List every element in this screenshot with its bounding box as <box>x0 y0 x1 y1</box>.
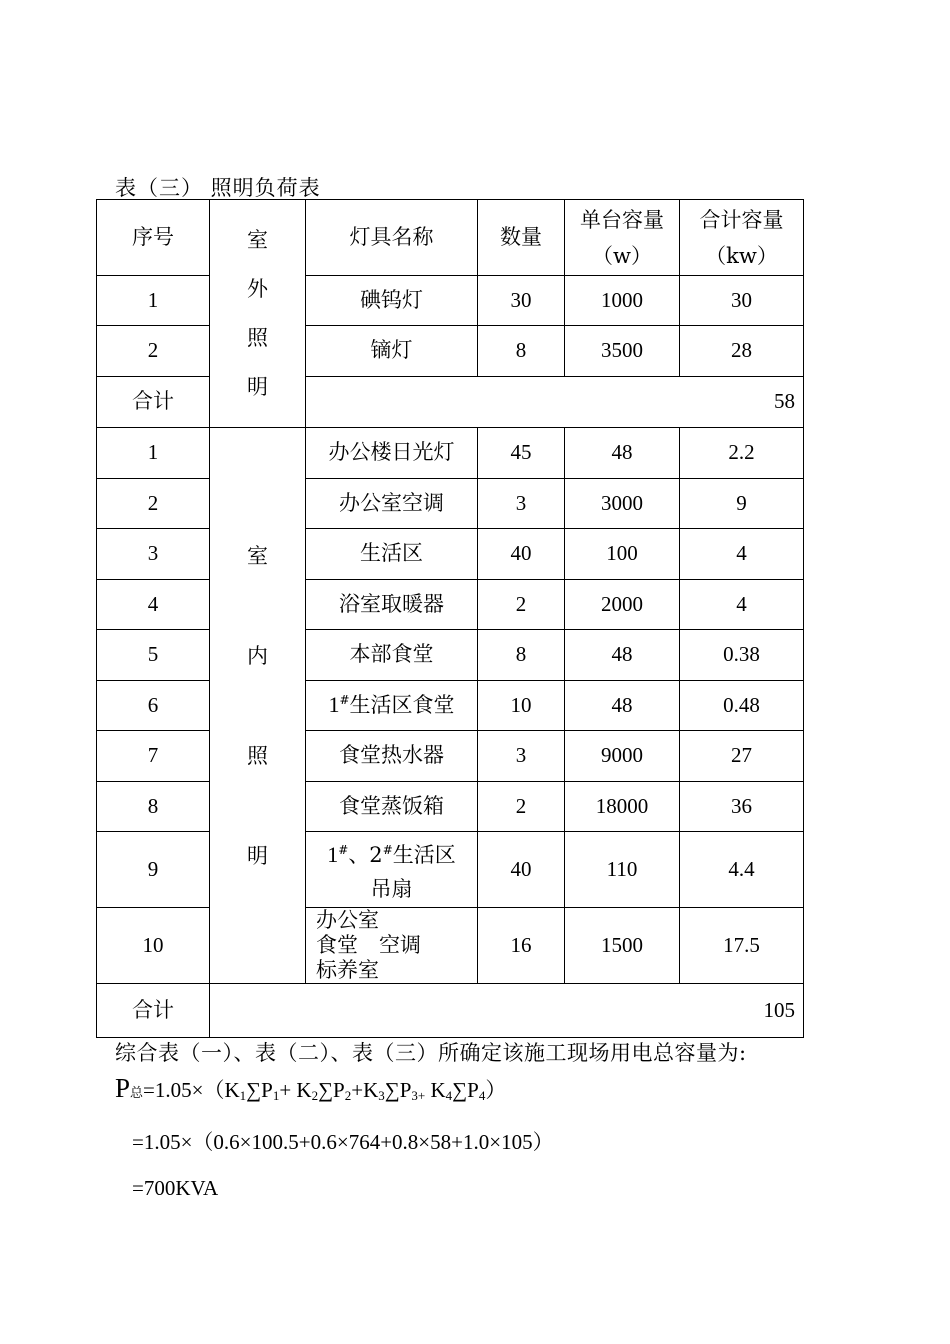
table-row <box>97 832 804 908</box>
row-seq: 1 <box>97 276 210 326</box>
total-label: 合计 <box>97 377 210 428</box>
row-total: 30 <box>680 276 804 326</box>
row-unit: 1000 <box>565 276 680 326</box>
row-unit: 18000 <box>565 782 680 832</box>
row-total: 4 <box>680 529 804 580</box>
indoor-total-row <box>97 984 804 1038</box>
row-name: 办公室 食堂 空调 标养室 <box>306 908 478 984</box>
row-qty: 16 <box>478 908 565 984</box>
indoor-lighting-label: 室 内 照 明 <box>210 428 306 984</box>
row-unit: 2000 <box>565 580 680 630</box>
outdoor-total-row <box>97 377 804 428</box>
row-seq: 2 <box>97 479 210 529</box>
row-total: 17.5 <box>680 908 804 984</box>
row-name: 办公室空调 <box>306 479 478 529</box>
table-row <box>97 326 804 377</box>
row-unit: 48 <box>565 428 680 479</box>
header-total-capacity: 合计容量 （kw） <box>680 200 804 276</box>
row-qty: 3 <box>478 479 565 529</box>
row-name: 1#、2#生活区 吊扇 <box>306 832 478 908</box>
row-unit: 9000 <box>565 731 680 782</box>
row-qty: 45 <box>478 428 565 479</box>
formula-line-2: =1.05×（0.6×100.5+0.6×764+0.8×58+1.0×105） <box>132 1130 554 1154</box>
table-row <box>97 428 804 479</box>
row-seq: 5 <box>97 630 210 681</box>
row-qty: 2 <box>478 782 565 832</box>
row-qty: 40 <box>478 529 565 580</box>
table-row <box>97 782 804 832</box>
row-unit: 48 <box>565 630 680 681</box>
row-unit: 110 <box>565 832 680 908</box>
row-name: 碘钨灯 <box>306 276 478 326</box>
row-qty: 8 <box>478 630 565 681</box>
lighting-load-table <box>96 199 804 1038</box>
row-seq: 10 <box>97 908 210 984</box>
table-header-row <box>97 200 804 276</box>
row-seq: 7 <box>97 731 210 782</box>
row-unit: 3500 <box>565 326 680 377</box>
row-seq: 8 <box>97 782 210 832</box>
row-name: 镝灯 <box>306 326 478 377</box>
table-row <box>97 908 804 984</box>
row-total: 2.2 <box>680 428 804 479</box>
header-unit-capacity: 单台容量 （w） <box>565 200 680 276</box>
row-total: 28 <box>680 326 804 377</box>
table-row <box>97 681 804 731</box>
row-total: 36 <box>680 782 804 832</box>
row-seq: 6 <box>97 681 210 731</box>
row-seq: 1 <box>97 428 210 479</box>
header-name: 灯具名称 <box>306 200 478 276</box>
row-name: 1#生活区食堂 <box>306 681 478 731</box>
row-unit: 3000 <box>565 479 680 529</box>
row-qty: 3 <box>478 731 565 782</box>
table-caption: 表（三） 照明负荷表 <box>115 176 321 200</box>
row-qty: 10 <box>478 681 565 731</box>
row-seq: 2 <box>97 326 210 377</box>
row-total: 4 <box>680 580 804 630</box>
row-unit: 48 <box>565 681 680 731</box>
table-row <box>97 529 804 580</box>
row-name: 浴室取暖器 <box>306 580 478 630</box>
row-unit: 1500 <box>565 908 680 984</box>
row-total: 0.48 <box>680 681 804 731</box>
row-total: 9 <box>680 479 804 529</box>
row-name: 生活区 <box>306 529 478 580</box>
total-label: 合计 <box>97 984 210 1038</box>
table-row <box>97 276 804 326</box>
row-seq: 4 <box>97 580 210 630</box>
table-row <box>97 479 804 529</box>
header-seq: 序号 <box>97 200 210 276</box>
row-name: 食堂蒸饭箱 <box>306 782 478 832</box>
row-qty: 30 <box>478 276 565 326</box>
total-value: 58 <box>306 377 804 428</box>
row-seq: 3 <box>97 529 210 580</box>
outdoor-lighting-label: 室 外 照 明 <box>210 200 306 428</box>
header-qty: 数量 <box>478 200 565 276</box>
row-unit: 100 <box>565 529 680 580</box>
row-qty: 8 <box>478 326 565 377</box>
row-name: 本部食堂 <box>306 630 478 681</box>
row-total: 0.38 <box>680 630 804 681</box>
row-total: 27 <box>680 731 804 782</box>
row-name: 办公楼日光灯 <box>306 428 478 479</box>
formula-line-3: =700KVA <box>132 1176 219 1200</box>
row-name: 食堂热水器 <box>306 731 478 782</box>
table-row <box>97 630 804 681</box>
formula-line-1: P总$=1.05\times(K_1\sum P_1+ K_2\sum P_2+K_3\sum P_{3+}$ $K_4\sum P_4$） <box>115 1073 507 1103</box>
row-qty: 40 <box>478 832 565 908</box>
summary-text: 综合表（一）、表（二）、表（三）所确定该施工现场用电总容量为: <box>115 1041 747 1065</box>
row-total: 4.4 <box>680 832 804 908</box>
total-value: 105 <box>210 984 804 1038</box>
row-qty: 2 <box>478 580 565 630</box>
table-row <box>97 580 804 630</box>
table-row <box>97 731 804 782</box>
row-seq: 9 <box>97 832 210 908</box>
